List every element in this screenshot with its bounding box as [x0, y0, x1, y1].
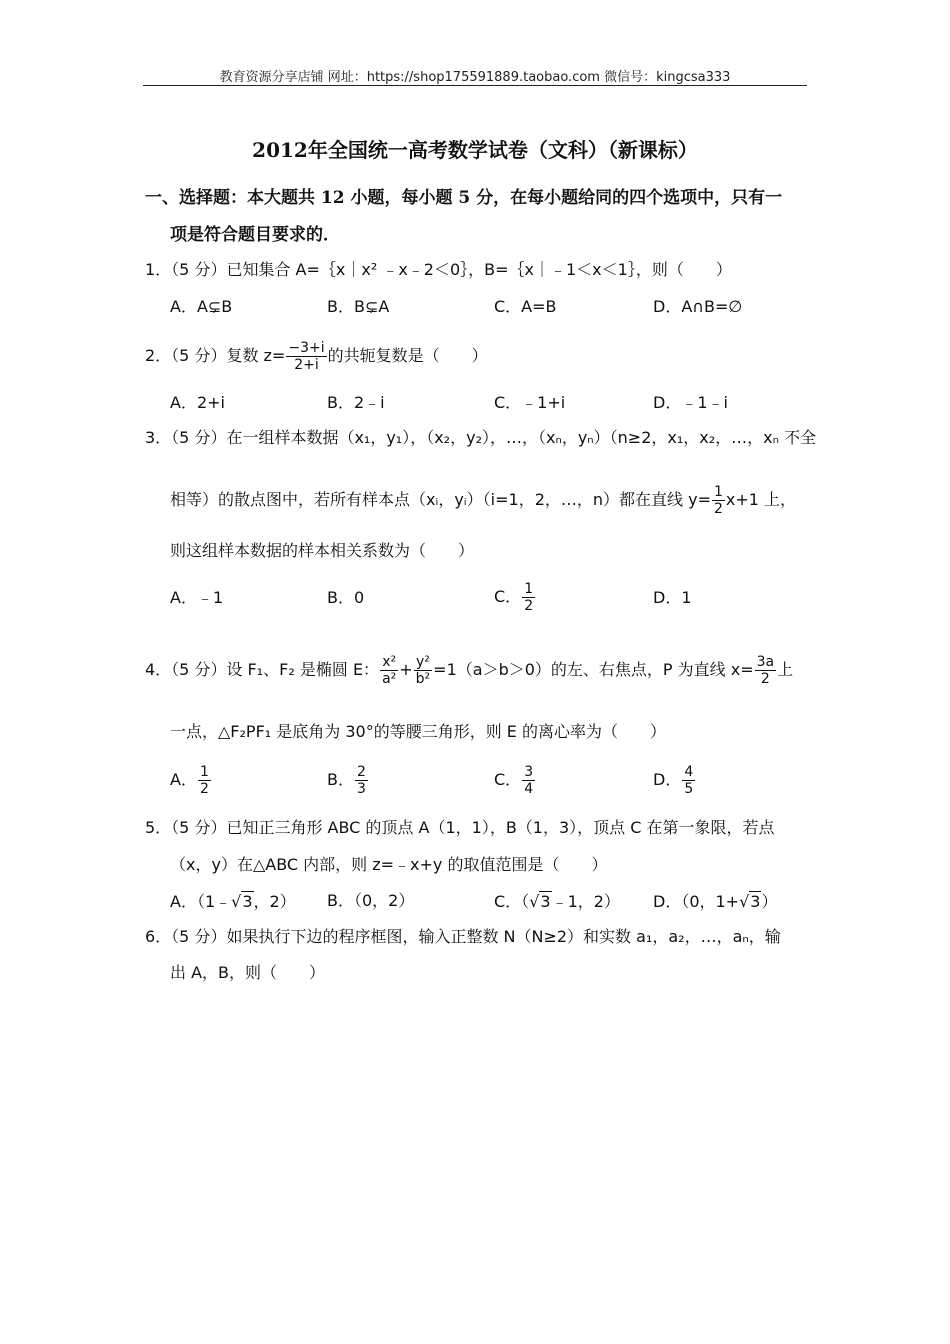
page-header: 教育资源分享店铺 网址：https://shop175591889.taobao.com 微信号：kingcsa333 — [219, 70, 731, 85]
q2-prefix: 2．（5 分）复数 z= — [145, 346, 286, 365]
q4-y-denominator: b² — [415, 671, 431, 687]
q4-c-denominator: 4 — [524, 781, 534, 797]
question-6-line1: 6．（5 分）如果执行下边的程序框图，输入正整数 N（N≥2）和实数 a₁，a₂，…，aₙ，输 — [145, 927, 781, 946]
q3-slope-fraction — [712, 484, 725, 517]
q1-option-a: A．A⊊B — [170, 297, 233, 316]
q4-option-d — [653, 762, 696, 798]
question-3-line2 — [170, 483, 796, 517]
question-5-line2: （x，y）在△ABC 内部，则 z=﹣x+y 的取值范围是（ ） — [170, 855, 608, 874]
question-3-line3: 则这组样本数据的样本相关系数为（ ） — [170, 541, 475, 560]
q4-suffix: 上 — [777, 660, 794, 679]
q5-d-prefix: D．（0，1+ — [653, 892, 740, 911]
q5-option-a: A．（1﹣√3，2） — [170, 892, 296, 911]
question-4-line2: 一点，△F₂PF₁ 是底角为 30°的等腰三角形，则 E 的离心率为（ ） — [170, 722, 667, 741]
q5-d-radicand: 3 — [750, 892, 761, 911]
q4-b-numerator: 2 — [356, 764, 366, 780]
q3-option-c-label: C． — [494, 587, 522, 606]
q4-a-denominator: 2 — [199, 781, 209, 797]
q3-c-numerator: 1 — [524, 581, 534, 597]
question-6-line2: 出 A，B，则（ ） — [170, 963, 326, 982]
q4-option-a — [170, 762, 212, 798]
q4-d-label: D． — [653, 770, 682, 789]
q5-option-c: C．（√3﹣1，2） — [494, 892, 620, 911]
q3-line2-prefix: 相等）的散点图中，若所有样本点（xᵢ，yᵢ）（i=1，2，…，n）都在直线 y= — [170, 490, 711, 509]
q5-a-suffix: ，2） — [253, 892, 296, 911]
question-2 — [145, 340, 488, 373]
section-heading-line1: 一、选择题：本大题共 12 小题，每小题 5 分，在每小题给同的四个选项中，只有一 — [145, 188, 783, 208]
q1-option-d: D．A∩B=∅ — [653, 297, 743, 316]
q5-d-suffix: ） — [761, 892, 778, 911]
q4-b-fraction — [355, 764, 368, 797]
q4-b-label: B． — [327, 770, 354, 789]
section-heading-line2: 项是符合题目要求的． — [170, 225, 340, 245]
q1-option-b: B．B⊊A — [327, 297, 390, 316]
header-divider — [143, 85, 807, 86]
q4-d-denominator: 5 — [684, 781, 694, 797]
q2-option-d: D．﹣1﹣i — [653, 393, 728, 412]
q3-option-a: A．﹣1 — [170, 588, 224, 607]
q4-line-denominator: 2 — [760, 671, 770, 687]
q5-c-prefix: C．（ — [494, 892, 530, 911]
q3-option-c-fraction — [522, 581, 535, 614]
q3-line2-suffix: x+1 上， — [725, 490, 797, 509]
question-5-line1: 5．（5 分）已知正三角形 ABC 的顶点 A（1，1），B（1，3），顶点 C 在第一象限，若点 — [145, 818, 775, 837]
q2-denominator: 2+i — [294, 357, 319, 373]
exam-title: 2012年全国统一高考数学试卷（文科）（新课标） — [252, 138, 698, 162]
q4-line-numerator: 3a — [756, 654, 775, 670]
q4-option-b — [327, 762, 369, 798]
q4-prefix: 4．（5 分）设 F₁、F₂ 是椭圆 E： — [145, 660, 380, 679]
q2-option-c: C．﹣1+i — [494, 393, 566, 412]
question-3-line1: 3．（5 分）在一组样本数据（x₁，y₁），（x₂，y₂），…，（xₙ，yₙ）（n≥2，x₁，x₂，…，xₙ 不全 — [145, 428, 817, 447]
q4-b-denominator: 3 — [356, 781, 366, 797]
question-1: 1．（5 分）已知集合 A=｛x｜x² ﹣x﹣2＜0｝，B=｛x｜﹣1＜x＜1｝，则（ ） — [145, 260, 732, 279]
q4-a-fraction — [198, 764, 211, 797]
q5-a-prefix: A．（1﹣ — [170, 892, 232, 911]
q2-suffix: 的共轭复数是（ ） — [327, 346, 488, 365]
q4-x-fraction — [380, 654, 398, 687]
q4-x-denominator: a² — [382, 671, 397, 687]
q4-plus: + — [399, 660, 413, 679]
question-4-line1 — [145, 652, 793, 688]
q2-numerator: −3+i — [288, 340, 325, 356]
q4-c-label: C． — [494, 770, 522, 789]
q5-c-suffix: ﹣1，2） — [551, 892, 620, 911]
q5-a-radicand: 3 — [242, 892, 253, 911]
q3-c-denominator: 2 — [524, 598, 534, 614]
q1-option-c: C．A=B — [494, 297, 557, 316]
q3-option-c — [494, 580, 536, 614]
q2-option-a: A．2+i — [170, 393, 225, 412]
q4-d-fraction — [682, 764, 695, 797]
q4-a-numerator: 1 — [199, 764, 209, 780]
q4-a-label: A． — [170, 770, 197, 789]
q5-option-b: B．（0，2） — [327, 891, 415, 910]
q4-line-fraction — [755, 654, 777, 687]
q3-option-d: D．1 — [653, 588, 692, 607]
q4-c-fraction — [522, 764, 535, 797]
q5-c-radicand: 3 — [540, 892, 551, 911]
q2-option-b: B．2﹣i — [327, 393, 385, 412]
q4-x-numerator: x² — [380, 654, 398, 671]
q3-slope-numerator: 1 — [713, 484, 723, 500]
q4-c-numerator: 3 — [524, 764, 534, 780]
q4-middle: =1（a＞b＞0）的左、右焦点，P 为直线 x= — [433, 660, 754, 679]
q3-slope-denominator: 2 — [713, 501, 723, 517]
q4-y-fraction — [414, 654, 433, 687]
q4-d-numerator: 4 — [684, 764, 694, 780]
q4-y-numerator: y² — [414, 654, 433, 671]
q2-fraction — [286, 340, 326, 373]
q4-option-c — [494, 762, 536, 798]
q5-option-d: D．（0，1+√3） — [653, 892, 778, 911]
q3-option-b: B．0 — [327, 588, 365, 607]
